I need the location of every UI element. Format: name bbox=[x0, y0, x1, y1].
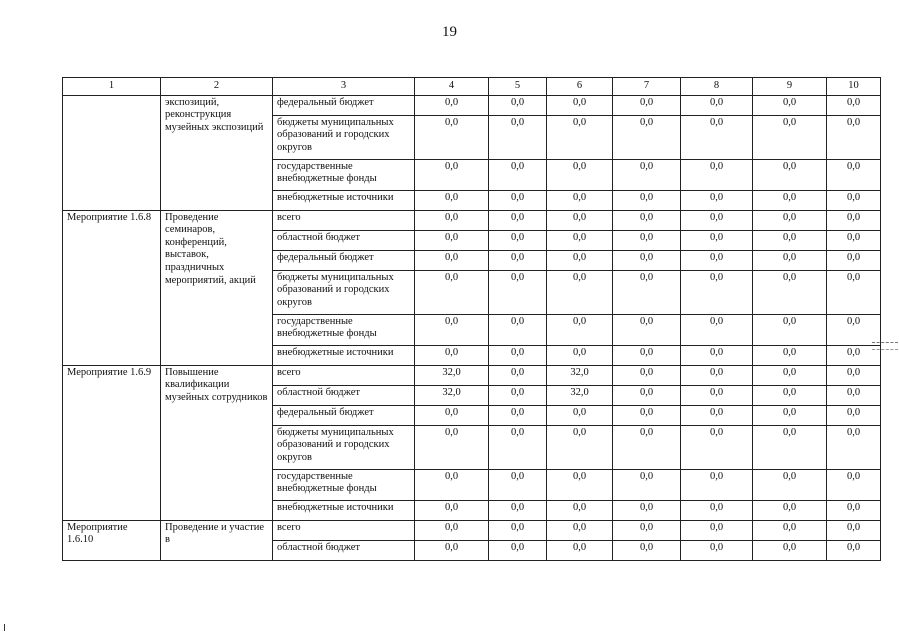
value-cell: 0,0 bbox=[753, 365, 827, 385]
value-cell: 0,0 bbox=[681, 230, 753, 250]
value-cell: 0,0 bbox=[489, 314, 547, 345]
value-cell: 0,0 bbox=[489, 230, 547, 250]
value-cell: 0,0 bbox=[827, 365, 881, 385]
value-cell: 0,0 bbox=[415, 314, 489, 345]
value-cell: 0,0 bbox=[547, 230, 613, 250]
value-cell: 0,0 bbox=[613, 365, 681, 385]
column-header: 8 bbox=[681, 78, 753, 96]
value-cell: 0,0 bbox=[489, 270, 547, 314]
value-cell: 0,0 bbox=[489, 115, 547, 159]
value-cell: 0,0 bbox=[681, 115, 753, 159]
value-cell: 0,0 bbox=[547, 520, 613, 540]
value-cell: 0,0 bbox=[753, 230, 827, 250]
value-cell: 0,0 bbox=[489, 520, 547, 540]
value-cell: 0,0 bbox=[415, 270, 489, 314]
value-cell: 0,0 bbox=[613, 210, 681, 230]
value-cell: 0,0 bbox=[415, 210, 489, 230]
value-cell: 32,0 bbox=[415, 365, 489, 385]
value-cell: 0,0 bbox=[547, 405, 613, 425]
value-cell: 0,0 bbox=[753, 345, 827, 365]
value-cell: 0,0 bbox=[827, 469, 881, 500]
value-cell: 0,0 bbox=[547, 314, 613, 345]
value-cell: 0,0 bbox=[681, 95, 753, 115]
value-cell: 0,0 bbox=[489, 405, 547, 425]
value-cell: 0,0 bbox=[753, 425, 827, 469]
value-cell: 0,0 bbox=[489, 540, 547, 560]
page-number: 19 bbox=[442, 24, 457, 40]
value-cell: 0,0 bbox=[827, 345, 881, 365]
value-cell: 0,0 bbox=[415, 159, 489, 190]
value-cell: 0,0 bbox=[827, 95, 881, 115]
value-cell: 0,0 bbox=[547, 425, 613, 469]
value-cell: 0,0 bbox=[547, 210, 613, 230]
value-cell: 0,0 bbox=[489, 385, 547, 405]
value-cell: 0,0 bbox=[547, 159, 613, 190]
value-cell: 0,0 bbox=[753, 115, 827, 159]
value-cell: 0,0 bbox=[753, 405, 827, 425]
value-cell: 0,0 bbox=[415, 190, 489, 210]
value-cell: 0,0 bbox=[681, 405, 753, 425]
value-cell: 0,0 bbox=[753, 520, 827, 540]
column-header: 6 bbox=[547, 78, 613, 96]
event-name-cell: Проведение и участие в bbox=[161, 520, 273, 560]
value-cell: 0,0 bbox=[489, 345, 547, 365]
value-cell: 0,0 bbox=[547, 469, 613, 500]
value-cell: 0,0 bbox=[489, 190, 547, 210]
value-cell: 0,0 bbox=[613, 500, 681, 520]
funding-source-cell: бюджеты муниципальных образований и городских округов bbox=[273, 270, 415, 314]
value-cell: 0,0 bbox=[613, 314, 681, 345]
column-header: 5 bbox=[489, 78, 547, 96]
value-cell: 0,0 bbox=[753, 95, 827, 115]
value-cell: 0,0 bbox=[681, 270, 753, 314]
value-cell: 32,0 bbox=[415, 385, 489, 405]
value-cell: 0,0 bbox=[613, 270, 681, 314]
value-cell: 0,0 bbox=[489, 425, 547, 469]
value-cell: 0,0 bbox=[827, 314, 881, 345]
value-cell: 0,0 bbox=[681, 210, 753, 230]
value-cell: 0,0 bbox=[827, 250, 881, 270]
value-cell: 0,0 bbox=[753, 270, 827, 314]
funding-source-cell: федеральный бюджет bbox=[273, 405, 415, 425]
value-cell: 0,0 bbox=[613, 520, 681, 540]
value-cell: 0,0 bbox=[613, 469, 681, 500]
value-cell: 0,0 bbox=[415, 520, 489, 540]
budget-table bbox=[62, 77, 881, 561]
funding-source-cell: государственные внебюджетные фонды bbox=[273, 314, 415, 345]
value-cell: 0,0 bbox=[613, 159, 681, 190]
value-cell: 0,0 bbox=[613, 250, 681, 270]
value-cell: 0,0 bbox=[827, 115, 881, 159]
event-id-cell bbox=[63, 95, 161, 210]
funding-source-cell: областной бюджет bbox=[273, 385, 415, 405]
value-cell: 0,0 bbox=[613, 190, 681, 210]
value-cell: 0,0 bbox=[547, 95, 613, 115]
value-cell: 0,0 bbox=[489, 469, 547, 500]
funding-source-cell: областной бюджет bbox=[273, 540, 415, 560]
value-cell: 0,0 bbox=[681, 540, 753, 560]
value-cell: 0,0 bbox=[415, 540, 489, 560]
value-cell: 0,0 bbox=[753, 314, 827, 345]
funding-source-cell: всего bbox=[273, 210, 415, 230]
funding-source-cell: внебюджетные источники bbox=[273, 345, 415, 365]
value-cell: 0,0 bbox=[489, 95, 547, 115]
value-cell: 0,0 bbox=[681, 500, 753, 520]
event-id-cell: Мероприятие 1.6.10 bbox=[63, 520, 161, 560]
funding-source-cell: бюджеты муниципальных образований и городских округов bbox=[273, 115, 415, 159]
value-cell: 0,0 bbox=[489, 250, 547, 270]
value-cell: 0,0 bbox=[547, 270, 613, 314]
value-cell: 0,0 bbox=[415, 500, 489, 520]
funding-source-cell: государственные внебюджетные фонды bbox=[273, 159, 415, 190]
margin-scan-mark bbox=[872, 342, 898, 350]
table-row bbox=[63, 520, 881, 540]
value-cell: 0,0 bbox=[547, 540, 613, 560]
column-header: 3 bbox=[273, 78, 415, 96]
value-cell: 0,0 bbox=[827, 385, 881, 405]
value-cell: 32,0 bbox=[547, 365, 613, 385]
value-cell: 0,0 bbox=[827, 425, 881, 469]
value-cell: 0,0 bbox=[753, 250, 827, 270]
value-cell: 0,0 bbox=[415, 469, 489, 500]
value-cell: 0,0 bbox=[613, 230, 681, 250]
value-cell: 0,0 bbox=[681, 520, 753, 540]
column-header: 1 bbox=[63, 78, 161, 96]
value-cell: 0,0 bbox=[753, 159, 827, 190]
event-name-cell: Повышение квалификации музейных сотрудников bbox=[161, 365, 273, 520]
value-cell: 0,0 bbox=[827, 500, 881, 520]
value-cell: 0,0 bbox=[753, 210, 827, 230]
value-cell: 0,0 bbox=[827, 190, 881, 210]
value-cell: 32,0 bbox=[547, 385, 613, 405]
value-cell: 0,0 bbox=[753, 500, 827, 520]
value-cell: 0,0 bbox=[489, 210, 547, 230]
value-cell: 0,0 bbox=[547, 115, 613, 159]
value-cell: 0,0 bbox=[613, 115, 681, 159]
value-cell: 0,0 bbox=[415, 345, 489, 365]
funding-source-cell: внебюджетные источники bbox=[273, 500, 415, 520]
table-row bbox=[63, 95, 881, 115]
value-cell: 0,0 bbox=[753, 190, 827, 210]
value-cell: 0,0 bbox=[681, 159, 753, 190]
value-cell: 0,0 bbox=[827, 270, 881, 314]
value-cell: 0,0 bbox=[753, 540, 827, 560]
value-cell: 0,0 bbox=[613, 95, 681, 115]
value-cell: 0,0 bbox=[681, 345, 753, 365]
funding-source-cell: государственные внебюджетные фонды bbox=[273, 469, 415, 500]
value-cell: 0,0 bbox=[827, 159, 881, 190]
funding-source-cell: федеральный бюджет bbox=[273, 250, 415, 270]
value-cell: 0,0 bbox=[613, 540, 681, 560]
value-cell: 0,0 bbox=[415, 425, 489, 469]
value-cell: 0,0 bbox=[827, 520, 881, 540]
value-cell: 0,0 bbox=[547, 250, 613, 270]
value-cell: 0,0 bbox=[613, 425, 681, 469]
value-cell: 0,0 bbox=[613, 405, 681, 425]
value-cell: 0,0 bbox=[681, 385, 753, 405]
value-cell: 0,0 bbox=[753, 469, 827, 500]
value-cell: 0,0 bbox=[827, 405, 881, 425]
value-cell: 0,0 bbox=[415, 230, 489, 250]
value-cell: 0,0 bbox=[827, 540, 881, 560]
funding-source-cell: всего bbox=[273, 365, 415, 385]
value-cell: 0,0 bbox=[489, 159, 547, 190]
event-name-cell: экспозиций, реконструкция музейных экспозиций bbox=[161, 95, 273, 210]
table-row bbox=[63, 365, 881, 385]
column-header: 9 bbox=[753, 78, 827, 96]
corner-scan-mark bbox=[4, 624, 5, 631]
value-cell: 0,0 bbox=[681, 250, 753, 270]
funding-source-cell: федеральный бюджет bbox=[273, 95, 415, 115]
column-header: 4 bbox=[415, 78, 489, 96]
funding-source-cell: бюджеты муниципальных образований и городских округов bbox=[273, 425, 415, 469]
funding-source-cell: всего bbox=[273, 520, 415, 540]
funding-source-cell: областной бюджет bbox=[273, 230, 415, 250]
event-name-cell: Проведение семинаров, конференций, выставок, праздничных мероприятий, акций bbox=[161, 210, 273, 365]
value-cell: 0,0 bbox=[547, 500, 613, 520]
value-cell: 0,0 bbox=[827, 230, 881, 250]
value-cell: 0,0 bbox=[415, 115, 489, 159]
column-header: 10 bbox=[827, 78, 881, 96]
value-cell: 0,0 bbox=[681, 314, 753, 345]
value-cell: 0,0 bbox=[613, 385, 681, 405]
event-id-cell: Мероприятие 1.6.9 bbox=[63, 365, 161, 520]
value-cell: 0,0 bbox=[489, 500, 547, 520]
value-cell: 0,0 bbox=[827, 210, 881, 230]
value-cell: 0,0 bbox=[415, 250, 489, 270]
value-cell: 0,0 bbox=[681, 190, 753, 210]
value-cell: 0,0 bbox=[613, 345, 681, 365]
value-cell: 0,0 bbox=[415, 405, 489, 425]
column-header: 7 bbox=[613, 78, 681, 96]
table-row bbox=[63, 210, 881, 230]
value-cell: 0,0 bbox=[753, 385, 827, 405]
value-cell: 0,0 bbox=[681, 469, 753, 500]
value-cell: 0,0 bbox=[681, 365, 753, 385]
value-cell: 0,0 bbox=[489, 365, 547, 385]
table-body bbox=[63, 95, 881, 560]
value-cell: 0,0 bbox=[547, 190, 613, 210]
event-id-cell: Мероприятие 1.6.8 bbox=[63, 210, 161, 365]
value-cell: 0,0 bbox=[415, 95, 489, 115]
funding-source-cell: внебюджетные источники bbox=[273, 190, 415, 210]
value-cell: 0,0 bbox=[547, 345, 613, 365]
column-header: 2 bbox=[161, 78, 273, 96]
value-cell: 0,0 bbox=[681, 425, 753, 469]
header-row bbox=[63, 78, 881, 96]
